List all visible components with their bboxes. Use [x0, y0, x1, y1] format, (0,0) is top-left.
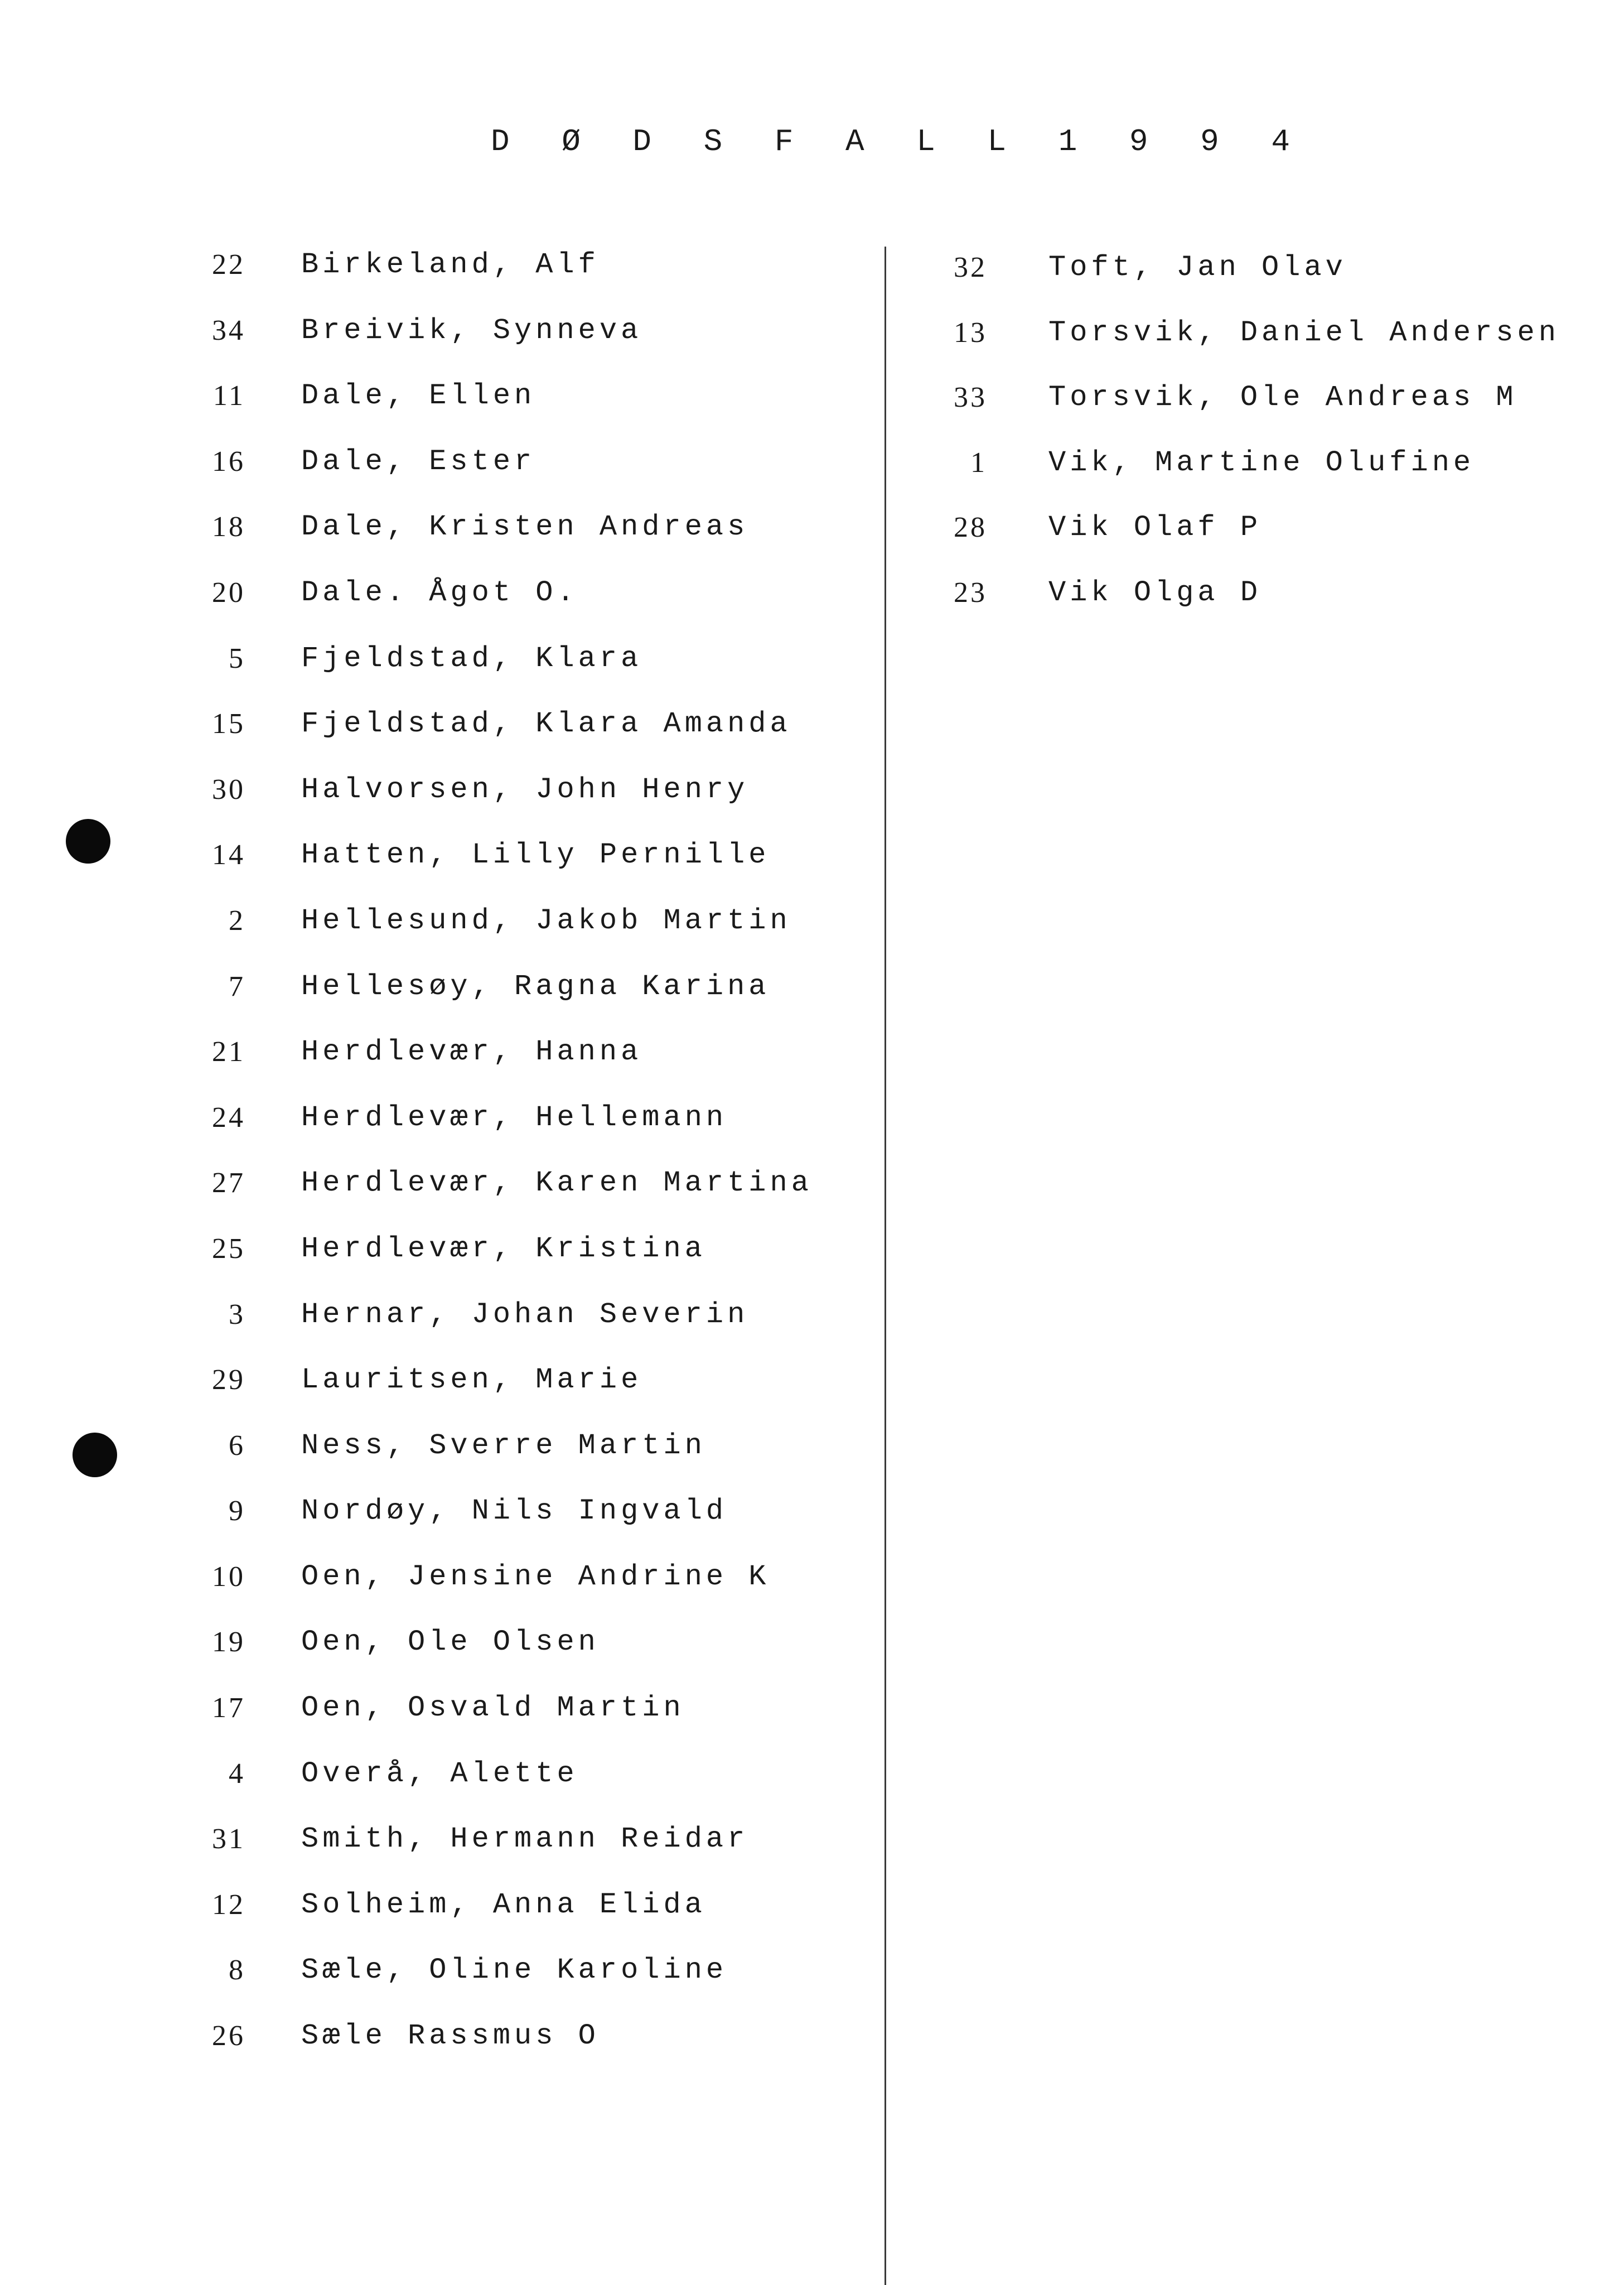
entry-name: Herdlevær, Karen Martina	[301, 1166, 813, 1200]
entry-number: 27	[212, 1167, 245, 1199]
list-item	[184, 1232, 813, 1298]
entry-name: Lauritsen, Marie	[301, 1363, 642, 1397]
punch-hole	[72, 1433, 117, 1477]
entry-number: 5	[229, 642, 245, 674]
entry-number: 30	[212, 773, 245, 806]
list-item	[184, 1495, 813, 1560]
right-column	[926, 251, 1560, 641]
entry-number: 22	[212, 249, 245, 281]
left-column	[184, 248, 813, 2085]
entry-number: 26	[212, 2020, 245, 2052]
list-item	[184, 379, 813, 445]
entry-number: 11	[212, 380, 245, 412]
entry-number: 31	[212, 1823, 245, 1855]
list-item	[184, 314, 813, 380]
entry-number: 15	[212, 708, 245, 740]
list-item	[184, 1166, 813, 1232]
entry-number: 9	[229, 1495, 245, 1527]
entry-number: 34	[212, 314, 245, 346]
list-item	[184, 1823, 813, 1888]
entry-number: 24	[212, 1101, 245, 1134]
list-item	[184, 510, 813, 576]
entry-name: Herdlevær, Hanna	[301, 1035, 642, 1069]
entry-name: Fjeldstad, Klara	[301, 642, 642, 675]
entry-name: Oen, Jensine Andrine K	[301, 1560, 770, 1593]
entry-name: Sæle Rassmus O	[301, 2019, 600, 2053]
entry-number: 33	[954, 382, 987, 413]
list-item	[184, 248, 813, 314]
list-item	[926, 511, 1560, 576]
entry-name: Dale, Ellen	[301, 379, 536, 413]
entry-number: 3	[229, 1298, 245, 1330]
entry-name: Halvorsen, John Henry	[301, 773, 749, 806]
entry-number: 21	[212, 1036, 245, 1068]
list-item	[184, 773, 813, 839]
list-item	[184, 970, 813, 1036]
entry-name: Fjeldstad, Klara Amanda	[301, 707, 791, 741]
entry-name: Oen, Ole Olsen	[301, 1626, 600, 1659]
entry-name: Vik Olaf P	[1048, 511, 1262, 544]
entry-number: 20	[212, 576, 245, 609]
list-item	[184, 1560, 813, 1626]
entry-name: Vik Olga D	[1048, 576, 1262, 609]
entry-name: Birkeland, Alf	[301, 248, 600, 281]
list-item	[184, 1101, 813, 1167]
list-item	[184, 1757, 813, 1823]
entry-name: Hernar, Johan Severin	[301, 1298, 749, 1331]
entry-number: 10	[212, 1560, 245, 1593]
entry-name: Torsvik, Ole Andreas M	[1048, 381, 1517, 414]
list-item	[184, 2019, 813, 2085]
list-item	[184, 642, 813, 708]
entry-name: Nordøy, Nils Ingvald	[301, 1495, 728, 1528]
entry-number: 23	[954, 576, 987, 609]
entry-number: 29	[212, 1364, 245, 1396]
list-item	[926, 446, 1560, 512]
entry-name: Hellesund, Jakob Martin	[301, 904, 791, 937]
list-item	[926, 381, 1560, 446]
entry-name: Torsvik, Daniel Andersen	[1048, 316, 1560, 349]
entry-number: 12	[212, 1888, 245, 1921]
entry-name: Overå, Alette	[301, 1757, 578, 1790]
entry-number: 25	[212, 1232, 245, 1265]
entry-number: 8	[229, 1954, 245, 1987]
entry-name: Herdlevær, Hellemann	[301, 1101, 728, 1134]
entry-name: Smith, Hermann Reidar	[301, 1823, 749, 1856]
entry-name: Dale, Ester	[301, 445, 536, 478]
entry-name: Oen, Osvald Martin	[301, 1691, 685, 1725]
list-item	[184, 707, 813, 773]
list-item	[926, 576, 1560, 642]
entry-name: Dale, Kristen Andreas	[301, 510, 749, 544]
entry-number: 7	[229, 970, 245, 1002]
list-item	[184, 904, 813, 970]
entry-number: 14	[212, 839, 245, 871]
list-item	[926, 251, 1560, 316]
entry-number: 17	[212, 1692, 245, 1724]
list-item	[184, 1363, 813, 1429]
entry-name: Hellesøy, Ragna Karina	[301, 970, 770, 1003]
entry-name: Toft, Jan Olav	[1048, 251, 1347, 284]
entry-number: 1	[970, 446, 987, 479]
entry-number: 18	[212, 511, 245, 543]
list-item	[184, 1954, 813, 2019]
entry-number: 2	[229, 904, 245, 937]
entry-name: Solheim, Anna Elida	[301, 1888, 706, 1921]
list-item	[184, 838, 813, 904]
entry-name: Sæle, Oline Karoline	[301, 1954, 728, 1987]
entry-name: Herdlevær, Kristina	[301, 1232, 706, 1265]
entry-number: 4	[229, 1757, 245, 1790]
list-item	[184, 1035, 813, 1101]
entry-name: Hatten, Lilly Pernille	[301, 838, 770, 872]
entry-number: 32	[954, 252, 987, 283]
list-item	[184, 1626, 813, 1691]
entry-name: Dale. Ågot O.	[301, 576, 578, 609]
list-item	[184, 1298, 813, 1364]
entry-name: Vik, Martine Olufine	[1048, 446, 1475, 479]
entry-number: 13	[954, 316, 987, 349]
list-item	[184, 576, 813, 642]
entry-number: 28	[954, 512, 987, 543]
entry-name: Breivik, Synneva	[301, 314, 642, 347]
list-item	[184, 1691, 813, 1757]
punch-hole	[66, 819, 110, 864]
column-divider	[884, 247, 886, 2285]
entry-number: 19	[212, 1626, 245, 1659]
list-item	[184, 1888, 813, 1954]
list-item	[184, 445, 813, 511]
page-title: D Ø D S F A L L 1 9 9 4	[491, 124, 1307, 160]
list-item	[184, 1429, 813, 1495]
list-item	[926, 316, 1560, 382]
entry-number: 6	[229, 1429, 245, 1462]
entry-name: Ness, Sverre Martin	[301, 1429, 706, 1462]
entry-number: 16	[212, 445, 245, 478]
